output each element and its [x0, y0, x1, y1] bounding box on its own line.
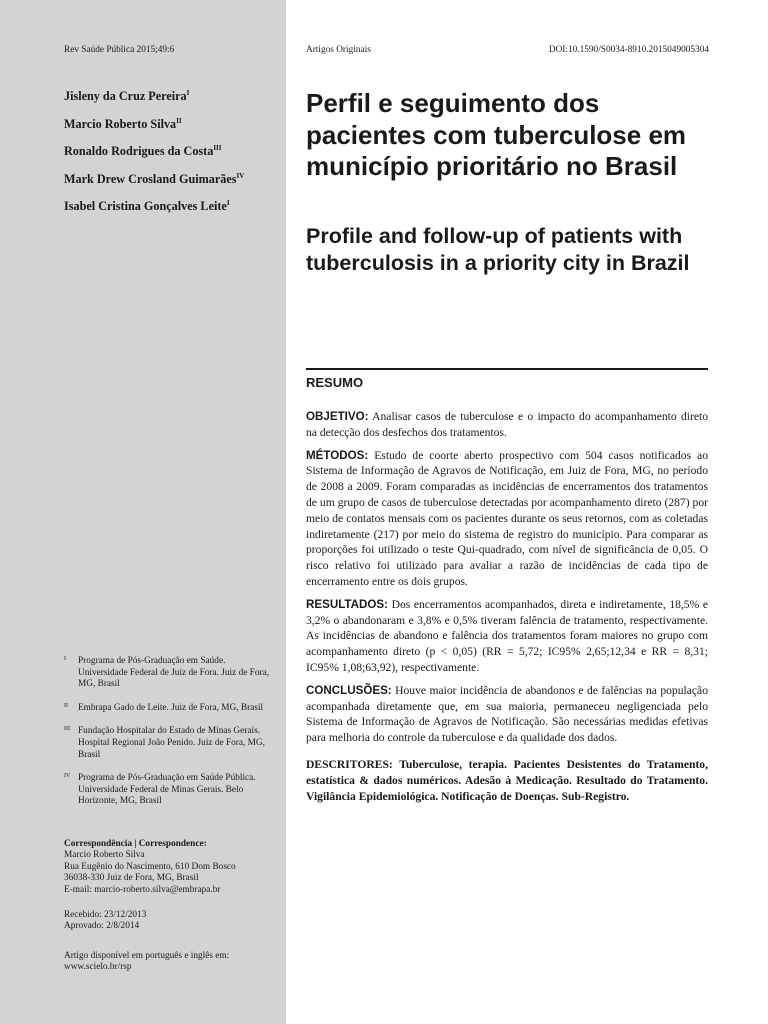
author-name: Mark Drew Crosland Guimarães$^{IV}$: [64, 171, 245, 186]
received-date: Recebido: 23/12/2013: [64, 910, 147, 920]
affiliation-mark: IV: [236, 171, 245, 180]
section-divider: [306, 368, 708, 370]
correspondence-email[interactable]: E-mail: marcio-roberto.silva@embrapa.br: [64, 884, 221, 895]
affiliation-mark: IV: [64, 773, 71, 780]
affiliation-mark: I: [64, 656, 66, 662]
author-name: Isabel Cristina Gonçalves Leite$^I$: [64, 199, 230, 214]
correspondence-name: Marcio Roberto Silva: [64, 850, 145, 861]
abstract-objective: OBJETIVO: Analisar casos de tuberculose e o impacto do acompanhamento direto na detecção dos desfechos dos tratamentos.: [306, 410, 708, 439]
author-name: Jisleny da Cruz Pereira$^I$: [64, 89, 190, 104]
affiliation-item: I Programa de Pós-Graduação em Saúde. Universidade Federal de Juiz de Fora. Juiz de Fora, MG, Brasil: [64, 656, 270, 690]
abstract-body: [306, 409, 708, 811]
affiliation-item: II Embrapa Gado de Leite. Juiz de Fora, MG, Brasil: [64, 702, 264, 713]
abstract-methods: MÉTODOS: Estudo de coorte aberto prospectivo com 504 casos notificados ao Sistema de Informação de Agravos de Notificação, em Juiz de Fora, MG, no período de 2008 a 2009. Foram comparadas as incidências de encerramentos dos tratamentos de um grupo de casos de tuberculose detectadas por acompanhamento direto (287) por meio de contatos mensais com os pacientes durante os seus retornos, com as coletadas indiretamente (217) por meio do sistema de registro do município. Para comparar as proporções foi utilizado o teste Qui-quadrado, com nível de significância de 0,05. O risco relativo foi utilizado para avaliar a razão de incidências de cada tipo de encerramento entre os dois grupos.: [306, 448, 708, 588]
article-title-english: Profile and follow-up of patients with tuberculosis in a priority city in Brazil: [306, 224, 690, 275]
availability-note: [64, 951, 279, 974]
abstract-results: RESULTADOS: Dos encerramentos acompanhados, direta e indiretamente, 18,5% e 3,2% o abandonaram e 3,8% e 0,5% tiveram falência de tratamento, respectivamente. As incidências de abandono e falência dos tratamentos foram maiores no grupo com acompanhamento direto (p < 0,05) (RR = 5,72; IC95% 2,65;12,34 e RR = 8,31; IC95% 1,08;63,92), respectivamente.: [306, 597, 708, 674]
abstract-conclusions: CONCLUSÕES: Houve maior incidência de abandonos e de falências na população acompanhada diretamente que, em sua maioria, permaneceu negligenciada pelo Sistema de Informação de Agravos de Notificação. São necessárias medidas efetivas para melhoria do controle da tuberculose e da qualidade dos dados.: [306, 683, 708, 745]
doi-link[interactable]: DOI:10.1590/S0034-8910.2015049005304: [548, 45, 709, 55]
affiliation-item: IV Programa de Pós-Graduação em Saúde Pública. Universidade Federal de Minas Gerais. Belo Horizonte, MG, Brasil: [64, 773, 256, 807]
affiliation-mark: II: [64, 702, 68, 709]
affiliation-mark: II: [176, 116, 182, 125]
author-list: [64, 89, 279, 227]
affiliation-list: [64, 656, 274, 820]
abstract-heading: RESUMO: [306, 375, 364, 390]
author-name: Marcio Roberto Silva$^{II}$: [64, 116, 182, 131]
affiliation-mark: III: [64, 726, 70, 733]
affiliation-mark: I: [186, 89, 190, 97]
article-title-portuguese: Perfil e seguimento dos pacientes com tuberculose em município prioritário no Brasil: [306, 88, 687, 181]
availability-url[interactable]: www.scielo.br/rsp: [64, 962, 132, 973]
author-name: Ronaldo Rodrigues da Costa$^{III}$: [64, 144, 222, 159]
affiliation-mark: III: [213, 144, 222, 152]
affiliation-item: III Fundação Hospitalar do Estado de Minas Gerais. Hospital Regional João Penido. Juiz de Fora, MG, Brasil: [64, 726, 265, 760]
availability-text: Artigo disponível em português e inglês em:: [64, 951, 230, 961]
correspondence-city: 36038-330 Juiz de Fora, MG, Brasil: [64, 873, 199, 884]
abstract-descriptors: DESCRITORES: Tuberculose, terapia. Pacientes Desistentes do Tratamento, estatística & dados numéricos. Adesão à Medicação. Resultado do Tratamento. Vigilância Epidemiológica. Notificação de Doenças. Sub-Registro.: [306, 757, 708, 803]
correspondence-label: Correspondência | Correspondence:: [64, 839, 207, 849]
correspondence-block: [64, 839, 279, 896]
section-label: Artigos Originais: [306, 45, 371, 55]
approved-date: Aprovado: 2/8/2014: [64, 921, 140, 932]
journal-reference: Rev Saúde Pública 2015;49:6: [64, 45, 175, 55]
affiliation-mark: I: [226, 199, 230, 207]
submission-dates: [64, 910, 279, 933]
correspondence-address: Rua Eugênio do Nascimento, 610 Dom Bosco: [64, 861, 236, 872]
